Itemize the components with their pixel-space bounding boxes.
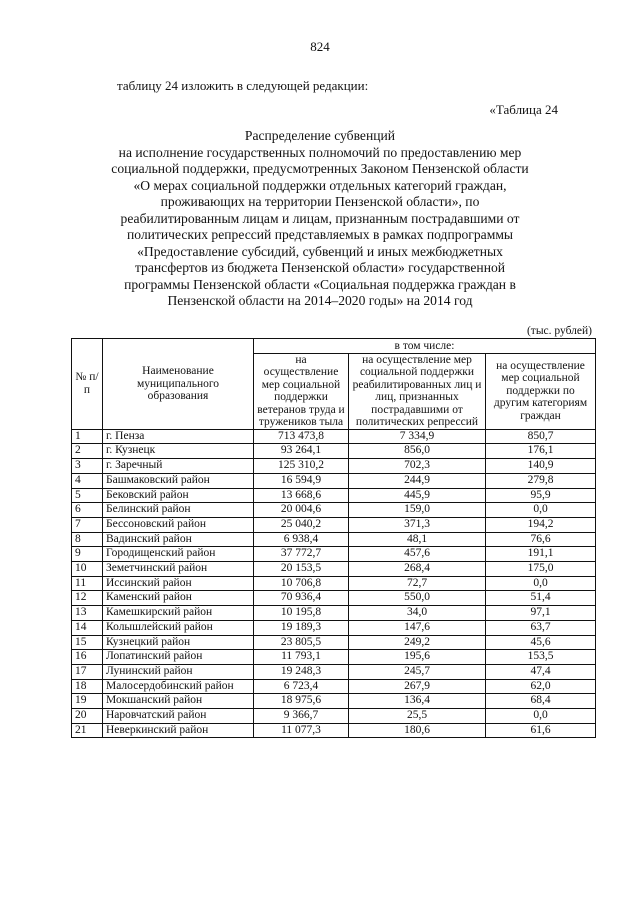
table-row — [72, 635, 596, 650]
municipality-name: Бессоновский район — [103, 517, 254, 532]
table-row — [72, 473, 596, 488]
table-row — [72, 532, 596, 547]
row-number: 10 — [72, 562, 103, 577]
row-number: 11 — [72, 576, 103, 591]
table-row — [72, 694, 596, 709]
rehabilitated-value: 147,6 — [349, 620, 486, 635]
veterans-value: 10 706,8 — [254, 576, 349, 591]
veterans-value: 23 805,5 — [254, 635, 349, 650]
header-veterans: на осуществление мер социальной поддержки ветеранов труда и тружеников тыла — [254, 353, 349, 429]
other-categories-value: 175,0 — [486, 562, 596, 577]
title-line: социальной поддержки, предусмотренных Законом Пензенской области — [111, 161, 529, 176]
title-line: политических репрессий представляемых в рамках подпрограммы — [126, 227, 514, 242]
veterans-value: 93 264,1 — [254, 444, 349, 459]
other-categories-value: 140,9 — [486, 459, 596, 474]
rehabilitated-value: 268,4 — [349, 562, 486, 577]
veterans-value: 20 153,5 — [254, 562, 349, 577]
table-row — [72, 620, 596, 635]
rehabilitated-value: 180,6 — [349, 723, 486, 738]
row-number: 13 — [72, 606, 103, 621]
row-number: 1 — [72, 429, 103, 444]
other-categories-value: 63,7 — [486, 620, 596, 635]
veterans-value: 20 004,6 — [254, 503, 349, 518]
table-row — [72, 679, 596, 694]
veterans-value: 70 936,4 — [254, 591, 349, 606]
table-row — [72, 547, 596, 562]
other-categories-value: 47,4 — [486, 664, 596, 679]
municipality-name: Лунинский район — [103, 664, 254, 679]
municipality-name: Мокшанский район — [103, 694, 254, 709]
rehabilitated-value: 159,0 — [349, 503, 486, 518]
other-categories-value: 850,7 — [486, 429, 596, 444]
other-categories-value: 194,2 — [486, 517, 596, 532]
table-row — [72, 429, 596, 444]
rehabilitated-value: 267,9 — [349, 679, 486, 694]
other-categories-value: 51,4 — [486, 591, 596, 606]
municipality-name: Городищенский район — [103, 547, 254, 562]
page-number: 824 — [310, 39, 330, 54]
municipality-name: Вадинский район — [103, 532, 254, 547]
title-line: Распределение субвенций — [244, 128, 396, 143]
other-categories-value: 68,4 — [486, 694, 596, 709]
rehabilitated-value: 34,0 — [349, 606, 486, 621]
veterans-value: 125 310,2 — [254, 459, 349, 474]
row-number: 6 — [72, 503, 103, 518]
veterans-value: 19 189,3 — [254, 620, 349, 635]
table-row — [72, 459, 596, 474]
table-row — [72, 709, 596, 724]
veterans-value: 18 975,6 — [254, 694, 349, 709]
other-categories-value: 191,1 — [486, 547, 596, 562]
municipality-name: Лопатинский район — [103, 650, 254, 665]
title-line: «Предоставление субсидий, субвенций и иных межбюджетных — [137, 243, 503, 259]
other-categories-value: 0,0 — [486, 709, 596, 724]
row-number: 12 — [72, 591, 103, 606]
other-categories-value: 153,5 — [486, 650, 596, 665]
row-number: 5 — [72, 488, 103, 503]
other-categories-value: 0,0 — [486, 503, 596, 518]
rehabilitated-value: 702,3 — [349, 459, 486, 474]
row-number: 9 — [72, 547, 103, 562]
rehabilitated-value: 550,0 — [349, 591, 486, 606]
row-number: 3 — [72, 459, 103, 474]
veterans-value: 11 077,3 — [254, 723, 349, 738]
rehabilitated-value: 445,9 — [349, 488, 486, 503]
other-categories-value: 76,6 — [486, 532, 596, 547]
rehabilitated-value: 244,9 — [349, 473, 486, 488]
municipality-name: г. Кузнецк — [103, 444, 254, 459]
title-line: «О мерах социальной поддержки отдельных категорий граждан, — [133, 177, 507, 193]
other-categories-value: 61,6 — [486, 723, 596, 738]
table-row — [72, 606, 596, 621]
row-number: 14 — [72, 620, 103, 635]
veterans-value: 16 594,9 — [254, 473, 349, 488]
title-line: проживающих на территории Пензенской области», по — [160, 194, 480, 209]
municipality-name: г. Пенза — [103, 429, 254, 444]
row-number: 18 — [72, 679, 103, 694]
municipality-name: Камешкирский район — [103, 606, 254, 621]
other-categories-value: 279,8 — [486, 473, 596, 488]
table-row — [72, 444, 596, 459]
municipality-name: г. Заречный — [103, 459, 254, 474]
table-row — [72, 723, 596, 738]
veterans-value: 25 040,2 — [254, 517, 349, 532]
rehabilitated-value: 136,4 — [349, 694, 486, 709]
row-number: 19 — [72, 694, 103, 709]
row-number: 2 — [72, 444, 103, 459]
other-categories-value: 176,1 — [486, 444, 596, 459]
table-row — [72, 517, 596, 532]
veterans-value: 19 248,3 — [254, 664, 349, 679]
row-number: 20 — [72, 709, 103, 724]
municipality-name: Бековский район — [103, 488, 254, 503]
rehabilitated-value: 7 334,9 — [349, 429, 486, 444]
table-row — [72, 562, 596, 577]
rehabilitated-value: 457,6 — [349, 547, 486, 562]
intro-text: таблицу 24 изложить в следующей редакции: — [117, 78, 369, 93]
table-row — [72, 591, 596, 606]
veterans-value: 6 938,4 — [254, 532, 349, 547]
row-number: 17 — [72, 664, 103, 679]
veterans-value: 713 473,8 — [254, 429, 349, 444]
municipality-name: Колышлейский район — [103, 620, 254, 635]
document-title — [60, 128, 580, 310]
rehabilitated-value: 245,7 — [349, 664, 486, 679]
title-line: Пензенской области на 2014–2020 годы» на 2014 год — [167, 293, 473, 308]
header-other-categories: на осуществление мер социальной поддержки по другим категориям граждан — [486, 353, 596, 429]
municipality-name: Земетчинский район — [103, 562, 254, 577]
row-number: 7 — [72, 517, 103, 532]
veterans-value: 6 723,4 — [254, 679, 349, 694]
rehabilitated-value: 25,5 — [349, 709, 486, 724]
table-row — [72, 664, 596, 679]
row-number: 15 — [72, 635, 103, 650]
other-categories-value: 62,0 — [486, 679, 596, 694]
municipality-name: Кузнецкий район — [103, 635, 254, 650]
rehabilitated-value: 249,2 — [349, 635, 486, 650]
title-line: на исполнение государственных полномочий по предоставлению мер — [118, 144, 522, 160]
title-line: трансфертов из бюджета Пензенской области» государственной — [134, 260, 506, 275]
table-row — [72, 650, 596, 665]
other-categories-value: 97,1 — [486, 606, 596, 621]
row-number: 21 — [72, 723, 103, 738]
row-number: 4 — [72, 473, 103, 488]
municipality-name: Башмаковский район — [103, 473, 254, 488]
veterans-value: 13 668,6 — [254, 488, 349, 503]
table-body — [72, 429, 596, 738]
other-categories-value: 0,0 — [486, 576, 596, 591]
other-categories-value: 95,9 — [486, 488, 596, 503]
municipality-name: Иссинский район — [103, 576, 254, 591]
municipality-name: Малосердобинский район — [103, 679, 254, 694]
other-categories-value: 45,6 — [486, 635, 596, 650]
rehabilitated-value: 48,1 — [349, 532, 486, 547]
table-row — [72, 488, 596, 503]
rehabilitated-value: 195,6 — [349, 650, 486, 665]
municipality-name: Белинский район — [103, 503, 254, 518]
table-row — [72, 576, 596, 591]
veterans-value: 37 772,7 — [254, 547, 349, 562]
table-label: «Таблица 24 — [489, 102, 558, 117]
municipality-name: Наровчатский район — [103, 709, 254, 724]
veterans-value: 11 793,1 — [254, 650, 349, 665]
veterans-value: 9 366,7 — [254, 709, 349, 724]
veterans-value: 10 195,8 — [254, 606, 349, 621]
subventions-table — [71, 338, 596, 738]
header-name: Наименование муниципального образования — [103, 339, 254, 430]
rehabilitated-value: 72,7 — [349, 576, 486, 591]
rehabilitated-value: 371,3 — [349, 517, 486, 532]
municipality-name: Неверкинский район — [103, 723, 254, 738]
header-including: в том числе: — [254, 339, 596, 354]
header-number: № п/п — [72, 339, 103, 430]
header-rehabilitated: на осуществление мер социальной поддержки реабилитированных лиц и лиц, признанных пострадавшими от политических репрессий — [349, 353, 486, 429]
title-line: реабилитированным лицам и лицам, признанным пострадавшими от — [120, 210, 520, 226]
municipality-name: Каменский район — [103, 591, 254, 606]
row-number: 8 — [72, 532, 103, 547]
table-row — [72, 503, 596, 518]
title-line: программы Пензенской области «Социальная поддержка граждан в — [124, 276, 516, 292]
units-label: (тыс. рублей) — [526, 325, 592, 337]
row-number: 16 — [72, 650, 103, 665]
rehabilitated-value: 856,0 — [349, 444, 486, 459]
